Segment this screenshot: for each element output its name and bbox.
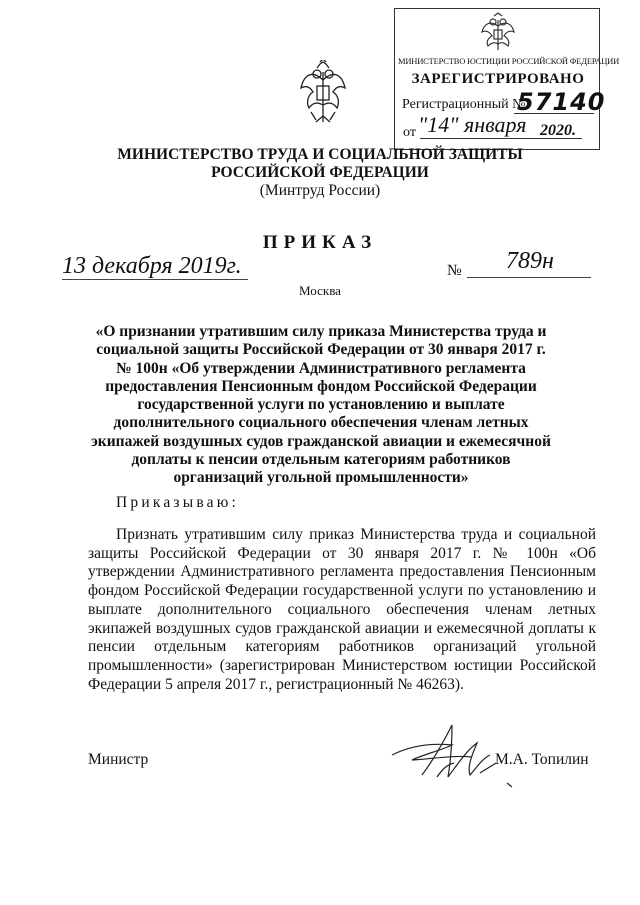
stamp-ministry-text: МИНИСТЕРСТВО ЮСТИЦИИ РОССИЙСКОЙ ФЕДЕРАЦИИ [398,56,620,66]
city: Москва [299,283,341,298]
order-subject: «О признании утратившим силу приказа Министерства труда и социальной защиты Российской Федерации от 30 января 2017 г. № 100н «Об утверждении Административного регламента предоставления Пенсионным фондом Российской Федерации государственной услуги по установлению и выплате дополнительного социального обеспечения членам летных экипажей воздушных судов гражданской авиации и ежемесячной доплаты к пенсии отдельным категориям работников организаций угольной промышленности» [91,323,551,487]
stamp-date-underline [420,138,582,139]
order-date-handwritten: 13 декабря 2019г. [62,253,242,279]
order-number-handwritten: 789н [506,248,554,274]
signatory-name: М.А. Топилин [495,751,589,768]
stamp-date-label: от [403,125,416,140]
stamp-date-handwritten: "14" января [418,112,527,137]
ministry-short-name: (Минтруд России) [259,182,381,199]
order-body-paragraph: Признать утратившим силу приказ Министерства труда и социальной защиты Российской Федерации от 30 января 2017 г. № 100н «Об утверждении Административного регламента предоставления Пенсионным фондом Российской Федерации государственной услуги по установлению и выплате дополнительного социального обеспечения членам летных экипажей воздушных судов гражданской авиации и ежемесячной доплаты к пенсии отдельным категориям работников организаций угольной промышленности» (зарегистрирован Министерством юстиции Российской Федерации 5 апреля 2017 г., регистрационный № 46263). [88,526,596,693]
stamp-reg-number-label: Регистрационный № [402,97,526,112]
stamp-reg-number: 57140 [517,88,606,116]
order-number-label: № [447,262,462,279]
ministry-title: МИНИСТЕРСТВО ТРУДА И СОЦИАЛЬНОЙ ЗАЩИТЫ РОССИЙСКОЙ ФЕДЕРАЦИИ [117,146,523,181]
coat-of-arms-icon [298,60,348,130]
stamp-registered-text: ЗАРЕГИСТРИРОВАНО [411,71,585,87]
stamp-date-year: 2020. [540,122,576,139]
document-type-title: ПРИКАЗ [262,232,378,253]
order-date-underline [62,279,248,280]
signatory-title: Министр [88,751,149,768]
stamp-emblem-icon [476,12,520,56]
order-word: Приказываю: [116,494,240,511]
order-number-underline [467,277,591,278]
